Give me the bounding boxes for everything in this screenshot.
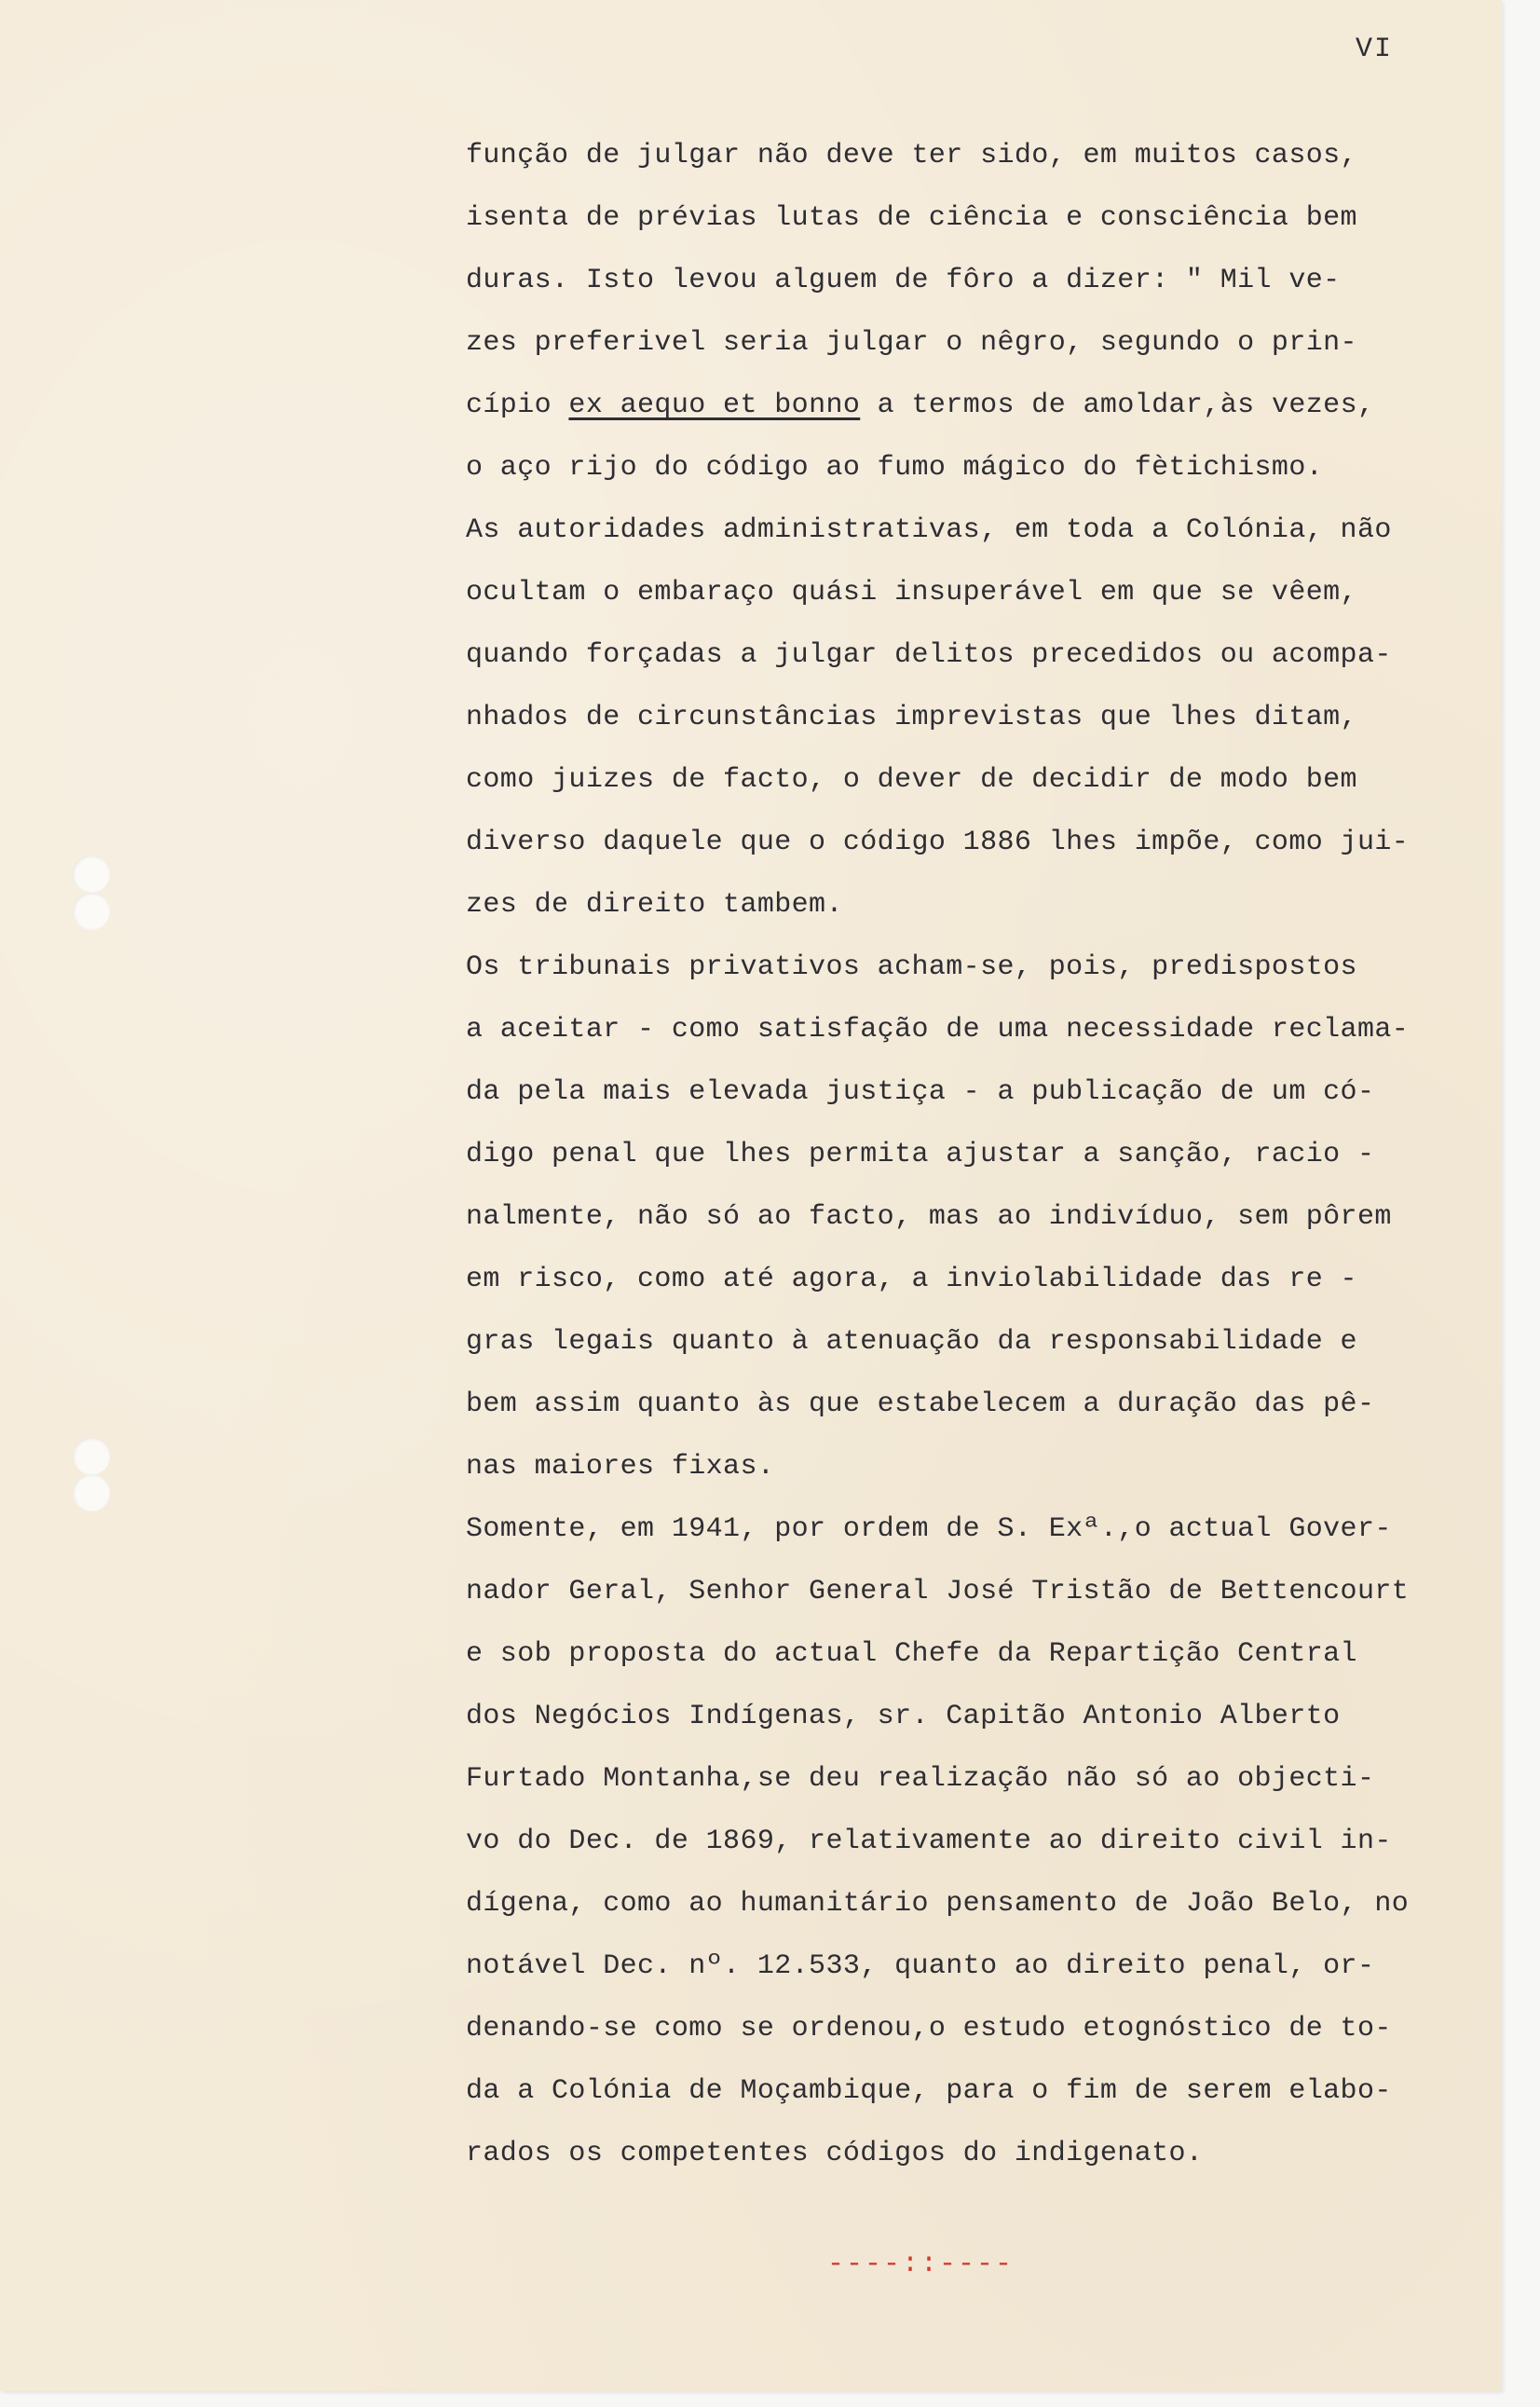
text-line-20: gras legais quanto à atenuação da responsabilidade e — [466, 1326, 1357, 1358]
text-line-17: digo penal que lhes permita ajustar a sanção, racio - — [466, 1139, 1375, 1170]
text-line-24: nador Geral, Senhor General José Tristão de Bettencourt — [466, 1576, 1410, 1607]
text-line-25: e sob proposta do actual Chefe da Repartição Central — [466, 1638, 1357, 1670]
typed-text-body — [466, 125, 1500, 2185]
background-edge-bottom — [0, 2391, 1540, 2407]
text-segment: a termos de amoldar,às vezes, — [860, 390, 1375, 421]
text-line-11: como juizes de facto, o dever de decidir de modo bem — [466, 764, 1357, 796]
punch-hole-top-upper — [73, 855, 110, 893]
text-line-16: da pela mais elevada justiça - a publicação de um có- — [466, 1076, 1375, 1108]
text-line-3: duras. Isto levou alguem de fôro a dizer: " Mil ve- — [466, 265, 1341, 296]
text-line-23: Somente, em 1941, por ordem de S. Exª.,o actual Gover- — [466, 1513, 1392, 1545]
text-line-9: quando forçadas a julgar delitos precedidos ou acompa- — [466, 639, 1392, 671]
text-line-30: notável Dec. nº. 12.533, quanto ao direito penal, or- — [466, 1950, 1375, 1982]
punch-hole-top-lower — [73, 893, 110, 930]
text-line-22: nas maiores fixas. — [466, 1451, 775, 1483]
text-line-18: nalmente, não só ao facto, mas ao indivíduo, sem pôrem — [466, 1201, 1392, 1233]
text-line-33: rados os competentes códigos do indigenato. — [466, 2138, 1204, 2169]
background-edge-right — [1502, 0, 1540, 2407]
text-line-6: o aço rijo do código ao fumo mágico do fètichismo. — [466, 452, 1324, 484]
text-line-26: dos Negócios Indígenas, sr. Capitão Antonio Alberto — [466, 1701, 1341, 1732]
text-line-8: ocultam o embaraço quási insuperável em que se vêem, — [466, 577, 1357, 609]
text-line-10: nhados de circunstâncias imprevistas que lhes ditam, — [466, 702, 1357, 733]
punch-hole-bottom-upper — [73, 1438, 110, 1475]
text-line-1: função de julgar não deve ter sido, em muitos casos, — [466, 140, 1357, 171]
text-line-28: vo do Dec. de 1869, relativamente ao direito civil in- — [466, 1826, 1392, 1857]
text-line-31: denando-se como se ordenou,o estudo etognóstico de to- — [466, 2013, 1392, 2045]
text-segment: cípio — [466, 390, 569, 421]
text-line-5 — [466, 375, 1500, 437]
text-line-32: da a Colónia de Moçambique, para o fim de serem elabo- — [466, 2075, 1392, 2107]
punch-hole-bottom-lower — [73, 1474, 110, 1511]
text-line-7: As autoridades administrativas, em toda a Colónia, não — [466, 514, 1392, 546]
text-line-27: Furtado Montanha,se deu realização não só ao objecti- — [466, 1763, 1375, 1795]
end-mark: ----::---- — [827, 2249, 1015, 2280]
text-line-4: zes preferivel seria julgar o nêgro, segundo o prin- — [466, 327, 1357, 359]
text-line-14: Os tribunais privativos acham-se, pois, predispostos — [466, 951, 1357, 983]
text-line-19: em risco, como até agora, a inviolabilidade das re - — [466, 1264, 1357, 1295]
text-line-29: dígena, como ao humanitário pensamento de João Belo, no — [466, 1888, 1410, 1920]
text-line-2: isenta de prévias lutas de ciência e consciência bem — [466, 202, 1357, 234]
latin-phrase-underlined: ex aequo et bonno — [568, 390, 861, 421]
text-line-12: diverso daquele que o código 1886 lhes impõe, como jui- — [466, 827, 1410, 858]
text-line-15: a aceitar - como satisfação de uma necessidade reclama- — [466, 1014, 1410, 1046]
text-line-21: bem assim quanto às que estabelecem a duração das pê- — [466, 1388, 1375, 1420]
page-number: VI — [1356, 34, 1394, 65]
text-line-13: zes de direito tambem. — [466, 889, 843, 921]
